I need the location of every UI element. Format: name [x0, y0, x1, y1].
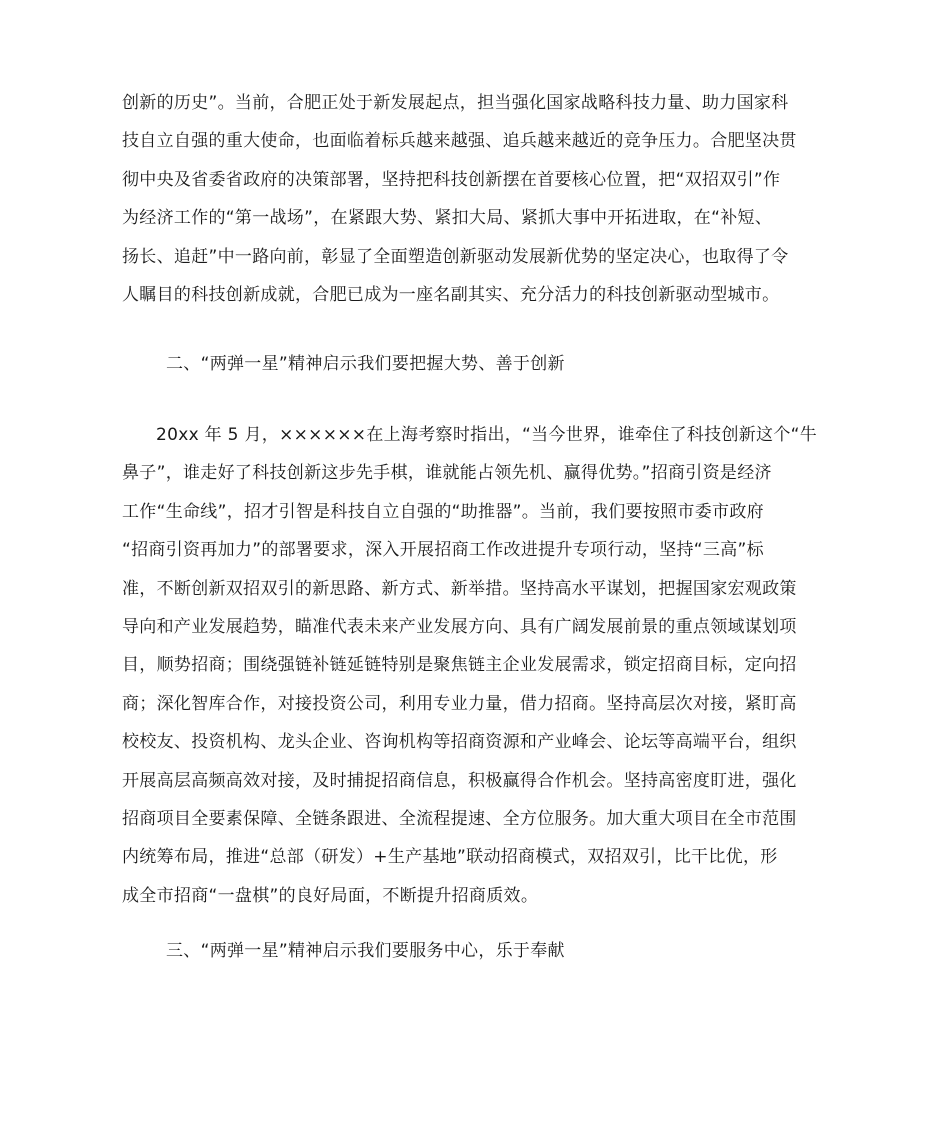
paragraph-line: 人瞩目的科技创新成就，合肥已成为一座名副其实、充分活力的科技创新驱动型城市。: [122, 284, 780, 305]
paragraph-line: 导向和产业发展趋势，瞄准代表未来产业发展方向、具有广阔发展前景的重点领域谋划项: [122, 616, 797, 637]
section-heading: 二、“两弹一星”精神启示我们要把握大势、善于创新: [166, 354, 565, 374]
paragraph-line: 内统筹布局，推进“总部（研发）+生产基地”联动招商模式，双招双引，比干比优，形: [122, 847, 778, 868]
paragraph-1: [122, 84, 834, 314]
paragraph-line: “招商引资再加力”的部署要求，深入开展招商工作改进提升专项行动，坚持“三高”标: [122, 540, 764, 561]
paragraph-line: 技自立自强的重大使命，也面临着标兵越来越强、追兵越来越近的竞争压力。合肥坚决贯: [122, 131, 797, 152]
section-heading-3: [122, 932, 834, 970]
paragraph-line: 为经济工作的“第一战场”，在紧跟大势、紧扣大局、紧抓大事中开拓进取，在“补短、: [122, 208, 773, 229]
paragraph-line: 鼻子”，谁走好了科技创新这步先手棋，谁就能占领先机、赢得优势。”招商引资是经济: [122, 463, 772, 484]
section-heading-2: [122, 345, 834, 383]
paragraph-line: 校校友、投资机构、龙头企业、咨询机构等招商资源和产业峰会、论坛等高端平台，组织: [122, 732, 797, 753]
paragraph-line: 开展高层高频高效对接，及时捕捉招商信息，积极赢得合作机会。坚持高密度盯进，强化: [122, 770, 797, 791]
paragraph-2: [122, 416, 834, 915]
paragraph-line: 20xx 年 5 月，××××××在上海考察时指出，“当今世界，谁牵住了科技创新这个“牛: [156, 425, 818, 445]
paragraph-line: 准，不断创新双招双引的新思路、新方式、新举措。坚持高水平谋划，把握国家宏观政策: [122, 578, 797, 599]
paragraph-line: 创新的历史”。当前，合肥正处于新发展起点，担当强化国家战略科技力量、助力国家科: [122, 93, 789, 113]
section-heading: 三、“两弹一星”精神启示我们要服务中心，乐于奉献: [166, 941, 565, 961]
paragraph-line: 招商项目全要素保障、全链条跟进、全流程提速、全方位服务。加大重大项目在全市范围: [122, 808, 797, 829]
paragraph-line: 工作“生命线”，招才引智是科技自立自强的“助推器”。当前，我们要按照市委市政府: [122, 501, 764, 522]
paragraph-line: 彻中央及省委省政府的决策部署，坚持把科技创新摆在首要核心位置，把“双招双引”作: [122, 169, 781, 190]
paragraph-line: 成全市招商“一盘棋”的良好局面，不断提升招商质效。: [122, 885, 539, 906]
paragraph-line: 商；深化智库合作，对接投资公司，利用专业力量，借力招商。坚持高层次对接，紧盯高: [122, 693, 797, 714]
paragraph-line: 扬长、追赶”中一路向前，彰显了全面塑造创新驱动发展新优势的坚定决心，也取得了令: [122, 246, 789, 267]
paragraph-line: 目，顺势招商；围绕强链补链延链特别是聚焦链主企业发展需求，锁定招商目标，定向招: [122, 655, 797, 676]
